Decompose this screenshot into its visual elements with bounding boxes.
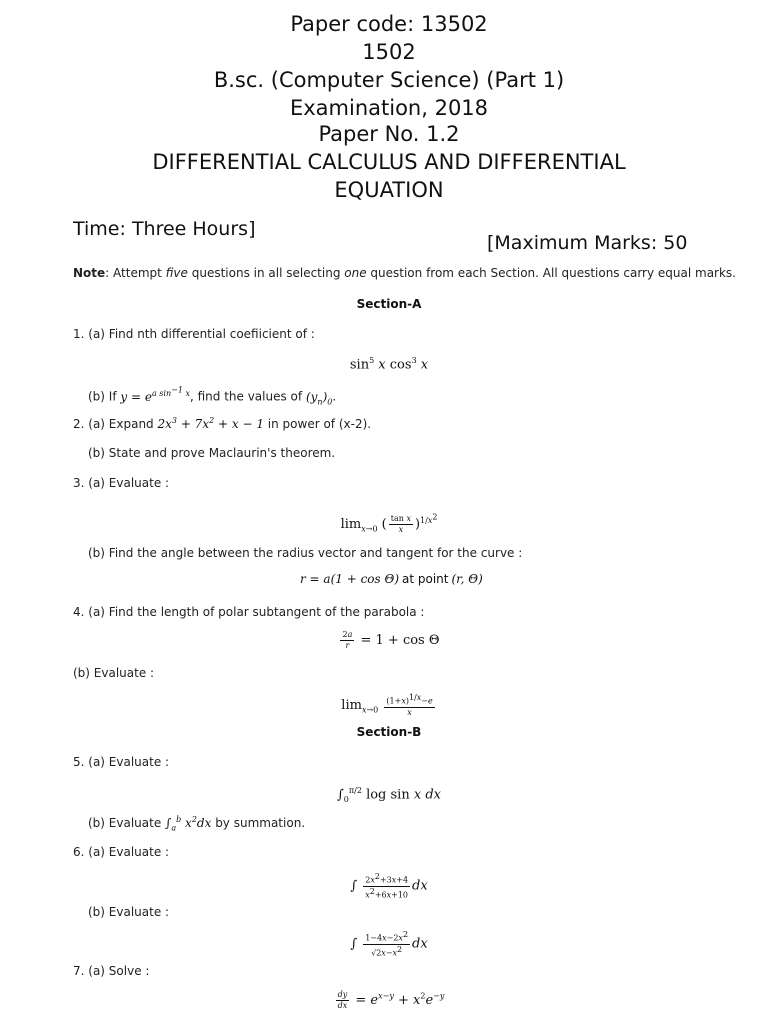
paper-code: Paper code: 13502 [290,12,488,36]
formula-y-exp: $y = e^{a sin^{-1} x}$ [120,385,190,404]
formula-integral-x2: $\int_a^b$ $x^2dx$ [165,815,212,833]
paper-no: Paper No. 1.2 [318,122,460,146]
formula-limit-e: $\lim_{x\to 0}$ $\frac{(1+x)^{1/x}-e}{x}$ [341,693,433,717]
examination-year: Examination, 2018 [289,96,489,120]
section-a-heading: Section-A [356,297,422,311]
question-1a: 1. (a) Find nth differential coefiicient of : [73,327,315,341]
question-7a: 7. (a) Solve : [73,964,150,978]
formula-parabola: $\frac{2a}{r}$ = 1 + cos Θ [342,630,440,650]
formula-integral-rational: ∫ $\frac{2x^2+3x+4}{x^2+6x+10}$ dx [350,872,428,900]
subject-title-line1: DIFFERENTIAL CALCULUS AND DIFFERENTIAL [152,150,626,174]
note-label: Note [73,266,106,280]
formula-limit-tan: $\lim_{x\to 0}$ ( $\frac{\text{tan x}}{x}$ )$^{1/x^2}$ [340,512,438,534]
question-4a: 4. (a) Find the length of polar subtangent of the parabola : [73,605,425,619]
formula-integral-sqrt: ∫ $\frac{1-4x-2x^2}{√2x-x^2}$ dx [350,930,428,958]
subject-title-line2: EQUATION [334,178,444,202]
formula-integral-logsin: $\int_0^{\pi/2}$ log sin x dx [337,786,441,804]
maximum-marks: [Maximum Marks: 50 [487,232,688,254]
time-allowed: Time: Three Hours] [73,218,256,240]
course-title: B.sc. (Computer Science) (Part 1) [213,68,565,92]
question-3a: 3. (a) Evaluate : [73,476,170,490]
formula-polynomial: $2x^3 + 7x^2 + x - 1$ [157,416,264,431]
question-2b: (b) State and prove Maclaurin's theorem. [88,446,336,460]
formula-differential-equation: $\frac{dy}{dx}$ = $e^{x-y} + x^2e^{-y}$ [337,990,445,1010]
formula-polar-curve: r = a(1 + cos Θ) at point (r, Θ) [300,572,483,586]
instructions-note: Note: Attempt five questions in all selecting one question from each Section. All questions carry equal marks. [73,266,736,280]
paper-number-code: 1502 [362,40,416,64]
section-b-heading: Section-B [356,725,422,739]
question-2a: 2. (a) Expand $2x^3 + 7x^2 + x - 1$ in power of (x-2). [73,416,372,431]
question-1b: (b) If $y = e^{a sin^{-1} x}$, find the values of $(y_n)_0$. [88,385,337,407]
question-3b: (b) Find the angle between the radius vector and tangent for the curve : [88,546,523,560]
question-5b: (b) Evaluate $\int_a^b$ $x^2dx$ by summation. [88,815,306,833]
formula-sin-cos: $\sin^5 x$ $\cos^3 x$ [349,356,429,373]
formula-yn0: $(y_n)_0$ [305,389,333,407]
question-5a: 5. (a) Evaluate : [73,755,170,769]
question-4b: (b) Evaluate : [73,666,155,680]
question-6a: 6. (a) Evaluate : [73,845,170,859]
question-6b: (b) Evaluate : [88,905,170,919]
